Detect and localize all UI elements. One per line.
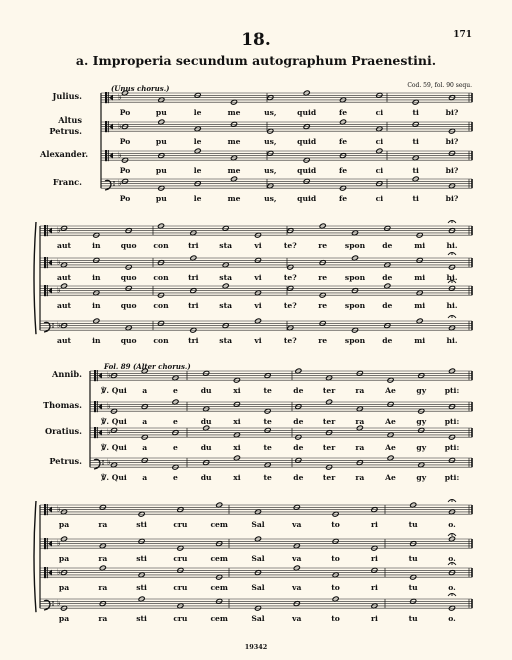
c-clef [94, 370, 96, 381]
lyric-syllable: fe [338, 194, 348, 204]
lyric-syllable: tri [188, 241, 199, 251]
lyric-syllable: in [92, 241, 101, 251]
bass-clef-dot [52, 323, 54, 325]
c-clef [47, 225, 48, 236]
voice-name: Thomas. [43, 400, 82, 410]
source-reference: Cod. 59, fol. 90 sequ. [407, 82, 472, 89]
lyric-syllable: va [292, 614, 302, 624]
lyric-syllable: in [92, 336, 101, 346]
c-clef [97, 401, 98, 412]
lyric-syllable: pa [58, 583, 70, 593]
lyric-syllable: te [263, 473, 272, 483]
lyric-syllable: du [200, 473, 212, 483]
lyric-syllable: ri [370, 583, 378, 593]
lyric-syllable: te [263, 417, 272, 427]
chorus-cue: Fol. 89 (Alter chorus.) [104, 362, 191, 371]
lyric-syllable: pti: [444, 386, 460, 396]
flat-key-signature: ♭ [118, 121, 122, 131]
voice-name: Franc. [52, 177, 82, 187]
lyric-syllable: ti [412, 137, 419, 147]
lyric-syllable: re [318, 336, 328, 346]
lyric-syllable: pa [58, 554, 70, 564]
lyric-syllable: spon [344, 301, 366, 311]
flat-key-signature: ♭ [107, 427, 111, 437]
lyric-syllable: a [142, 386, 148, 396]
lyric-syllable: de [382, 301, 393, 311]
bass-clef [105, 180, 111, 190]
lyric-syllable: ri [370, 554, 378, 564]
bass-clef-dot [102, 463, 104, 465]
lyric-syllable: te? [283, 241, 297, 251]
lyric-syllable: ri [370, 614, 378, 624]
lyric-syllable: mi [414, 301, 426, 311]
lyric-syllable: quid [297, 137, 317, 147]
lyric-syllable: de [293, 386, 304, 396]
flat-key-signature: ♭ [107, 401, 111, 411]
lyric-syllable: cru [173, 520, 188, 530]
lyric-syllable: le [193, 137, 202, 147]
lyric-syllable: te? [283, 336, 297, 346]
lyric-syllable: aut [57, 273, 71, 283]
flat-key-signature: ♭ [118, 178, 122, 188]
lyric-syllable: mi [414, 336, 426, 346]
lyric-syllable: quo [120, 336, 137, 346]
fermata-dot [451, 500, 453, 502]
voice-name: Petrus. [49, 456, 82, 466]
lyric-syllable: o. [448, 520, 456, 530]
lyric-syllable: tu [408, 520, 418, 530]
lyric-syllable: ra [98, 520, 108, 530]
lyric-syllable: de [382, 241, 393, 251]
lyric-syllable: du [200, 386, 212, 396]
bass-clef [94, 459, 100, 469]
lyric-syllable: gy [416, 417, 427, 427]
voice-name: Oratius. [44, 426, 82, 436]
lyric-syllable: ci [375, 194, 384, 204]
c-clef [47, 567, 48, 578]
lyric-syllable: va [292, 554, 302, 564]
lyric-syllable: te [263, 443, 272, 453]
lyric-syllable: spon [344, 241, 366, 251]
system-brace [34, 222, 36, 334]
lyric-syllable: tri [188, 301, 199, 311]
lyric-syllable: us, [264, 108, 277, 118]
lyric-syllable: ℣. Qui [101, 443, 127, 453]
fermata-dot [451, 316, 453, 318]
lyric-syllable: spon [344, 273, 366, 283]
lyric-syllable: pti: [444, 473, 460, 483]
flat-key-signature: ♭ [107, 457, 111, 467]
c-clef [105, 92, 107, 103]
lyric-syllable: cem [210, 583, 228, 593]
c-clef [97, 427, 98, 438]
lyric-syllable: e [173, 443, 178, 453]
lyric-syllable: me [227, 137, 241, 147]
lyric-syllable: le [193, 194, 202, 204]
system-brace [34, 501, 36, 612]
lyric-syllable: cem [210, 520, 228, 530]
c-clef [108, 150, 109, 161]
lyric-syllable: Po [119, 194, 131, 204]
lyric-syllable: cru [173, 554, 188, 564]
c-clef [44, 225, 46, 236]
lyric-syllable: us, [264, 166, 277, 176]
lyric-syllable: gy [416, 386, 427, 396]
lyric-syllable: Po [119, 108, 131, 118]
lyric-syllable: ci [375, 137, 384, 147]
lyric-syllable: Ae [385, 417, 396, 427]
plate-number: 19342 [244, 643, 268, 651]
flat-key-signature: ♭ [118, 92, 122, 102]
lyric-syllable: du [200, 443, 212, 453]
lyric-syllable: in [92, 301, 101, 311]
lyric-syllable: va [292, 583, 302, 593]
lyric-syllable: o. [448, 554, 456, 564]
lyric-syllable: quo [120, 301, 137, 311]
lyric-syllable: cru [173, 583, 188, 593]
lyric-syllable: to [331, 520, 340, 530]
lyric-syllable: Ae [385, 473, 396, 483]
lyric-syllable: pti: [444, 417, 460, 427]
c-clef [94, 401, 96, 412]
flat-key-signature: ♭ [57, 567, 61, 577]
lyric-syllable: pu [155, 108, 167, 118]
lyric-syllable: sti [136, 614, 147, 624]
c-clef [44, 567, 46, 578]
chorus-cue: (Unus chorus.) [111, 84, 170, 93]
bass-clef-dot [113, 181, 115, 183]
lyric-syllable: Sal [251, 583, 265, 593]
section-title: a. Improperia secundum autographum Praenestini. [75, 53, 437, 68]
c-clef [44, 504, 46, 515]
lyric-syllable: in [92, 273, 101, 283]
lyric-syllable: Ae [385, 386, 396, 396]
lyric-syllable: con [153, 241, 169, 251]
lyric-syllable: de [382, 273, 393, 283]
flat-key-signature: ♭ [57, 598, 61, 608]
lyric-syllable: re [318, 273, 328, 283]
lyric-syllable: quid [297, 194, 317, 204]
lyric-syllable: aut [57, 241, 71, 251]
lyric-syllable: bi? [445, 108, 459, 118]
lyric-syllable: tu [408, 614, 418, 624]
lyric-syllable: me [227, 108, 241, 118]
lyric-syllable: pu [155, 194, 167, 204]
flat-key-signature: ♭ [57, 320, 61, 330]
lyric-syllable: ℣. Qui [101, 473, 127, 483]
lyric-syllable: ter [322, 417, 336, 427]
c-clef [44, 538, 46, 549]
lyric-syllable: fe [338, 108, 348, 118]
lyric-syllable: a [142, 417, 148, 427]
lyric-syllable: bi? [445, 137, 459, 147]
lyric-syllable: ter [322, 473, 336, 483]
c-clef [105, 121, 107, 132]
lyric-syllable: re [318, 301, 328, 311]
lyric-syllable: e [173, 417, 178, 427]
lyric-syllable: quid [297, 166, 317, 176]
flat-key-signature: ♭ [57, 257, 61, 267]
lyric-syllable: le [193, 108, 202, 118]
c-clef [94, 427, 96, 438]
lyric-syllable: aut [57, 336, 71, 346]
lyric-syllable: xi [233, 473, 241, 483]
page-number: 171 [453, 30, 472, 40]
flat-key-signature: ♭ [118, 150, 122, 160]
c-clef [105, 150, 107, 161]
lyric-syllable: vi [254, 301, 262, 311]
lyric-syllable: te [263, 386, 272, 396]
lyric-syllable: sta [219, 273, 233, 283]
lyric-syllable: e [173, 386, 178, 396]
section-number: 18. [241, 30, 271, 50]
lyric-syllable: con [153, 336, 169, 346]
lyric-syllable: quid [297, 108, 317, 118]
lyric-syllable: tu [408, 583, 418, 593]
lyric-syllable: vi [254, 273, 262, 283]
lyric-syllable: le [193, 166, 202, 176]
c-clef [108, 121, 109, 132]
c-clef [108, 92, 109, 103]
lyric-syllable: hi. [446, 241, 458, 251]
lyric-syllable: ra [98, 554, 108, 564]
lyric-syllable: ti [412, 194, 419, 204]
lyric-syllable: gy [416, 473, 427, 483]
lyric-syllable: to [331, 554, 340, 564]
c-clef [47, 504, 48, 515]
lyric-syllable: ℣. Qui [101, 417, 127, 427]
lyric-syllable: con [153, 301, 169, 311]
lyric-syllable: xi [233, 417, 241, 427]
lyric-syllable: ra [355, 473, 365, 483]
lyric-syllable: fe [338, 137, 348, 147]
lyric-syllable: o. [448, 583, 456, 593]
lyric-syllable: re [318, 241, 328, 251]
bass-clef-dot [102, 460, 104, 462]
lyric-syllable: sta [219, 301, 233, 311]
flat-key-signature: ♭ [57, 285, 61, 295]
bass-clef-dot [52, 604, 54, 606]
lyric-syllable: ri [370, 520, 378, 530]
flat-key-signature: ♭ [57, 225, 61, 235]
lyric-syllable: e [173, 473, 178, 483]
lyric-syllable: pti: [444, 443, 460, 453]
voice-name: Julius. [52, 91, 82, 101]
c-clef [47, 257, 48, 268]
lyric-syllable: mi [414, 241, 426, 251]
c-clef [97, 370, 98, 381]
lyric-syllable: pu [155, 137, 167, 147]
lyric-syllable: pa [58, 614, 70, 624]
fermata-dot [451, 563, 453, 565]
flat-key-signature: ♭ [107, 370, 111, 380]
lyric-syllable: ti [412, 166, 419, 176]
lyric-syllable: con [153, 273, 169, 283]
lyric-syllable: Sal [251, 614, 265, 624]
lyric-syllable: us, [264, 194, 277, 204]
lyric-syllable: ra [355, 417, 365, 427]
lyric-syllable: bi? [445, 166, 459, 176]
lyric-syllable: quo [120, 273, 137, 283]
lyric-syllable: tu [408, 554, 418, 564]
lyric-syllable: sta [219, 336, 233, 346]
bass-clef [44, 322, 50, 332]
lyric-syllable: ci [375, 166, 384, 176]
lyric-syllable: sti [136, 520, 147, 530]
lyric-syllable: du [200, 417, 212, 427]
lyric-syllable: sti [136, 583, 147, 593]
lyric-syllable: va [292, 520, 302, 530]
voice-name: Alexander. [40, 149, 89, 159]
lyric-syllable: pu [155, 166, 167, 176]
lyric-syllable: ra [355, 443, 365, 453]
lyric-syllable: ra [98, 583, 108, 593]
lyric-syllable: o. [448, 614, 456, 624]
lyric-syllable: Po [119, 137, 131, 147]
flat-key-signature: ♭ [57, 504, 61, 514]
lyric-syllable: ra [98, 614, 108, 624]
lyric-syllable: ra [355, 386, 365, 396]
lyric-syllable: mi [414, 273, 426, 283]
lyric-syllable: to [331, 583, 340, 593]
lyric-syllable: gy [416, 443, 427, 453]
lyric-syllable: fe [338, 166, 348, 176]
lyric-syllable: de [293, 417, 304, 427]
lyric-syllable: to [331, 614, 340, 624]
bass-clef-dot [52, 601, 54, 603]
lyric-syllable: hi. [446, 273, 458, 283]
lyric-syllable: de [293, 473, 304, 483]
lyric-syllable: spon [344, 336, 366, 346]
lyric-syllable: Sal [251, 520, 265, 530]
c-clef [44, 285, 46, 296]
lyric-syllable: vi [254, 336, 262, 346]
lyric-syllable: a [142, 473, 148, 483]
voice-name: Annib. [52, 369, 82, 379]
lyric-syllable: de [382, 336, 393, 346]
c-clef [47, 538, 48, 549]
lyric-syllable: bi? [445, 194, 459, 204]
lyric-syllable: ti [412, 108, 419, 118]
lyric-syllable: me [227, 194, 241, 204]
lyric-syllable: cru [173, 614, 188, 624]
lyric-syllable: sti [136, 554, 147, 564]
lyric-syllable: a [142, 443, 148, 453]
lyric-syllable: us, [264, 137, 277, 147]
fermata-dot [451, 253, 453, 255]
lyric-syllable: xi [233, 443, 241, 453]
lyric-syllable: tri [188, 336, 199, 346]
lyric-syllable: Ae [385, 443, 396, 453]
bass-clef-dot [113, 184, 115, 186]
lyric-syllable: quo [120, 241, 137, 251]
lyric-syllable: cem [210, 614, 228, 624]
lyric-syllable: pa [58, 520, 70, 530]
lyric-syllable: hi. [446, 336, 458, 346]
lyric-syllable: ter [322, 386, 336, 396]
lyric-syllable: ci [375, 108, 384, 118]
lyric-syllable: hi. [446, 301, 458, 311]
lyric-syllable: sta [219, 241, 233, 251]
lyric-syllable: ℣. Qui [101, 386, 127, 396]
lyric-syllable: te? [283, 273, 297, 283]
lyric-syllable: xi [233, 386, 241, 396]
lyric-syllable: aut [57, 301, 71, 311]
lyric-syllable: tri [188, 273, 199, 283]
lyric-syllable: ter [322, 443, 336, 453]
lyric-syllable: te? [283, 301, 297, 311]
bass-clef-dot [52, 326, 54, 328]
c-clef [47, 285, 48, 296]
fermata-dot [451, 594, 453, 596]
fermata-dot [451, 534, 453, 536]
fermata-dot [451, 221, 453, 223]
c-clef [44, 257, 46, 268]
lyric-syllable: Sal [251, 554, 265, 564]
lyric-syllable: Po [119, 166, 131, 176]
bass-clef [44, 600, 50, 610]
lyric-syllable: me [227, 166, 241, 176]
lyric-syllable: vi [254, 241, 262, 251]
flat-key-signature: ♭ [57, 538, 61, 548]
voice-name: Altus Petrus. [49, 115, 82, 136]
lyric-syllable: de [293, 443, 304, 453]
lyric-syllable: cem [210, 554, 228, 564]
